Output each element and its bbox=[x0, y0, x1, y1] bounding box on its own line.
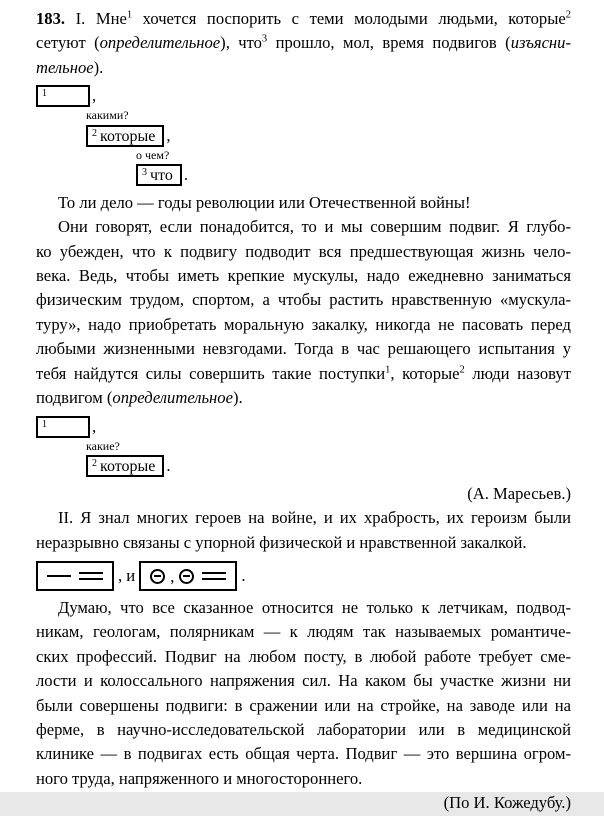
clause-number: 3 bbox=[142, 166, 147, 178]
text-line: были совершены подвиги: в сражении или на стройке, на заводе или на bbox=[36, 695, 571, 715]
clause-scheme-box-2 bbox=[139, 561, 237, 591]
text-line: лости и колоссального напряжения сил. На каком бы участке жизни ни bbox=[36, 671, 571, 691]
scheme-row-2 bbox=[86, 454, 571, 477]
clause-box-2 bbox=[86, 125, 164, 147]
text-line: любыми жизненными невзгодами. Тогда в час решающего испытания у bbox=[36, 339, 571, 359]
text-line: 183. I. Мне$^1$ хочется поспорить с теми молодыми людьми, которые$^2$ bbox=[36, 9, 571, 28]
clause-box-3 bbox=[136, 164, 182, 186]
paragraph-part2 bbox=[36, 506, 571, 555]
text-line: века. Ведь, чтобы иметь крепкие мускулы, надо ежедневно заниматься bbox=[36, 266, 571, 285]
text-line: ских профессий. Подвиг на любом посту, в любой работе требует сме- bbox=[36, 646, 571, 666]
scheme-row-3 bbox=[136, 163, 571, 186]
scheme-row-1 bbox=[36, 414, 571, 437]
scheme-row-1 bbox=[36, 84, 571, 107]
text-line: ко убежден, что к подвигу подводит вся предшествующая жизнь чело- bbox=[36, 241, 571, 261]
clause-word: что bbox=[150, 166, 173, 184]
punctuation-mark: , bbox=[92, 416, 97, 436]
text-line: сетуют (определительное), что$^3$ прошло, мол, время подвигов (изъясни- bbox=[36, 33, 571, 53]
text-line: неразрывно связаны с упорной физической и нравственной закалкой. bbox=[36, 532, 527, 552]
predicate-line-icon bbox=[202, 572, 226, 580]
clause-box-1 bbox=[36, 85, 90, 107]
question-label-1: какими? bbox=[86, 108, 129, 123]
text-line: То ли дело — годы революции или Отечественной войны! bbox=[58, 192, 471, 212]
clause-word: которые bbox=[100, 127, 156, 145]
clause-box-1 bbox=[36, 416, 90, 438]
paragraph-body-2 bbox=[36, 596, 571, 791]
text-line: клинике — в подвигах есть общая черта. Подвиг — это вершина огром- bbox=[36, 744, 571, 764]
clause-scheme-box-1 bbox=[36, 561, 114, 591]
subject-line-icon bbox=[183, 575, 190, 577]
homogeneous-subject-icon bbox=[150, 569, 165, 584]
clause-box-2 bbox=[86, 455, 164, 477]
subject-line-icon bbox=[47, 575, 71, 577]
text-line: II. Я знал многих героев на войне, и их храбрость, их героизм были bbox=[58, 508, 571, 528]
clause-number: 2 bbox=[92, 127, 97, 139]
text-line: туру», надо приобретать моральную закалку, никогда не пасовать перед bbox=[36, 314, 571, 334]
scheme-connector: , и bbox=[118, 565, 136, 585]
sentence-scheme-2 bbox=[36, 414, 571, 476]
text-line: тельное). bbox=[36, 57, 104, 77]
clause-number: 1 bbox=[42, 88, 47, 100]
attribution-1: (А. Маресьев.) bbox=[467, 483, 571, 503]
question-label-2: о чем? bbox=[136, 147, 170, 162]
text-line: физическим трудом, спортом, а чтобы растить нравственную «мускула- bbox=[36, 290, 571, 310]
punctuation-mark: . bbox=[183, 164, 188, 184]
clause-number: 2 bbox=[92, 457, 97, 469]
comma-mark: , bbox=[170, 567, 175, 587]
text-line: Они говорят, если понадобится, то и мы совершим подвиг. Я глубо- bbox=[58, 217, 571, 237]
text-line: подвигом (определительное). bbox=[36, 388, 243, 408]
clause-word: которые bbox=[100, 457, 156, 475]
homogeneous-subject-icon bbox=[179, 569, 194, 584]
paragraph-body-1 bbox=[36, 215, 571, 410]
question-label-1: какие? bbox=[86, 438, 120, 453]
punctuation-mark: . bbox=[166, 455, 171, 475]
sentence-scheme-1 bbox=[36, 84, 571, 186]
scheme-end-punct: . bbox=[241, 565, 246, 585]
predicate-line-icon bbox=[79, 572, 103, 580]
attribution-2: (По И. Кожедубу.) bbox=[443, 793, 571, 813]
scheme-row-2 bbox=[86, 123, 571, 146]
clause-number: 1 bbox=[42, 418, 47, 430]
sentence-scheme-3 bbox=[36, 561, 571, 591]
text-line: тебя найдутся силы совершить такие поступки$^1$, которые$^2$ люди назовут bbox=[36, 363, 571, 383]
text-line: Думаю, что все сказанное относится не только к летчикам, подвод- bbox=[58, 598, 571, 618]
paragraph-exclamation bbox=[36, 191, 571, 215]
paragraph-part1 bbox=[36, 7, 571, 80]
subject-line-icon bbox=[154, 575, 161, 577]
text-line: ного труда, напряженного и многостороннего. bbox=[36, 768, 363, 788]
text-line: ферме, в научно-исследовательской лаборатории или в медицинской bbox=[36, 720, 571, 740]
punctuation-mark: , bbox=[166, 125, 171, 145]
text-line: никам, геологам, полярникам — к людям так называемых романтиче- bbox=[36, 622, 571, 642]
punctuation-mark: , bbox=[92, 86, 97, 106]
